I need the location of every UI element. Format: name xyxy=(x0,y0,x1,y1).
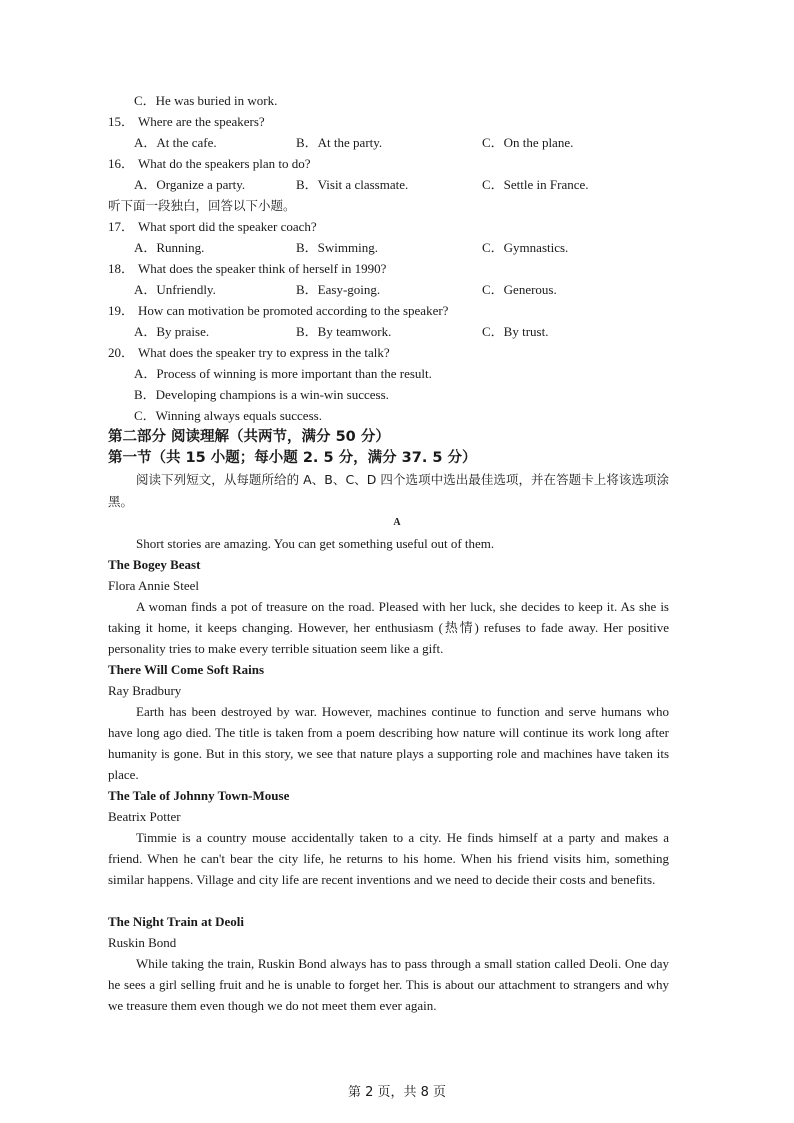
q16-options xyxy=(134,174,694,195)
story-text: While taking the train, Ruskin Bond always has to pass through a small station called Deoli. One day he sees a girl selling fruit and he is unable to forget her. This is about our attachment to strangers and why we treasure them even though we do not meet them ever again. xyxy=(108,956,669,1013)
q19-option-c: C．By trust. xyxy=(482,324,549,339)
q14-options xyxy=(134,90,694,111)
q17-text: What sport did the speaker coach? xyxy=(138,219,317,234)
q19-text: How can motivation be promoted according to the speaker? xyxy=(138,303,449,318)
q16-stem xyxy=(108,153,668,174)
passage-label: A xyxy=(393,517,401,528)
story-title: The Tale of Johnny Town-Mouse xyxy=(108,788,290,803)
q19-options xyxy=(134,321,694,342)
q20-number: 20． xyxy=(108,345,135,360)
q18-option-a: A．Unfriendly. xyxy=(134,282,216,297)
q15-number: 15． xyxy=(108,114,135,129)
q19-stem xyxy=(108,300,668,321)
q20-option-b-row xyxy=(134,384,694,405)
q19-option-a: A．By praise. xyxy=(134,324,210,339)
story-title: The Night Train at Deoli xyxy=(108,914,245,929)
part2-heading: 第二部分 阅读理解（共两节，满分 50 分） xyxy=(108,429,390,445)
q18-text: What does the speaker think of herself in 1990? xyxy=(138,261,387,276)
story-text: Earth has been destroyed by war. However, machines continue to function and serve humans who have long ago died. The title is taken from a poem describing how nature will continue its work long after humanity is gone. But in this story, we see that nature plays a supporting role and machines have taken its place. xyxy=(108,704,669,782)
reading-instruction: 阅读下列短文，从每题所给的 A、B、C、D 四个选项中选出最佳选项，并在答题卡上将该选项涂黑。 xyxy=(108,472,669,509)
q15-option-b: B．At the party. xyxy=(296,135,383,150)
story-author: Flora Annie Steel xyxy=(108,578,199,593)
q20-text: What does the speaker try to express in the talk? xyxy=(138,345,390,360)
q17-stem xyxy=(108,216,668,237)
story-author: Beatrix Potter xyxy=(108,809,181,824)
q20-option-a-row xyxy=(134,363,694,384)
story-author: Ruskin Bond xyxy=(108,935,177,950)
story-author: Ray Bradbury xyxy=(108,683,182,698)
section1-heading: 第一节（共 15 小题；每小题 2. 5 分，满分 37. 5 分） xyxy=(108,450,477,466)
monologue-instruction: 听下面一段独白，回答以下小题。 xyxy=(108,198,296,213)
story-title: The Bogey Beast xyxy=(108,557,201,572)
q17-options xyxy=(134,237,694,258)
q16-option-c: C．Settle in France. xyxy=(482,177,589,192)
q17-option-c: C．Gymnastics. xyxy=(482,240,569,255)
q20-option-a: A．Process of winning is more important than the result. xyxy=(134,366,432,381)
q20-option-c: C．Winning always equals success. xyxy=(134,408,322,423)
q19-option-b: B．By teamwork. xyxy=(296,324,392,339)
passage-intro: Short stories are amazing. You can get something useful out of them. xyxy=(136,536,495,551)
q16-option-a: A．Organize a party. xyxy=(134,177,246,192)
q16-text: What do the speakers plan to do? xyxy=(138,156,311,171)
q20-stem xyxy=(108,342,668,363)
q15-text: Where are the speakers? xyxy=(138,114,265,129)
q15-option-a: A．At the cafe. xyxy=(134,135,217,150)
q18-stem xyxy=(108,258,668,279)
q15-option-c: C．On the plane. xyxy=(482,135,574,150)
q17-option-a: A．Running. xyxy=(134,240,205,255)
q15-stem xyxy=(108,111,668,132)
q19-number: 19． xyxy=(108,303,135,318)
q18-options xyxy=(134,279,694,300)
q18-number: 18． xyxy=(108,261,135,276)
q17-number: 17． xyxy=(108,219,135,234)
q15-options xyxy=(134,132,694,153)
story-text: Timmie is a country mouse accidentally taken to a city. He finds himself at a party and makes a friend. When he can't bear the city life, he returns to his home. When his friend visits him, something similar happens. Village and city life are recent inventions and we need to decide their costs and benefits. xyxy=(108,830,669,887)
q20-option-b: B．Developing champions is a win-win success. xyxy=(134,387,389,402)
page-footer: 第 2 页，共 8 页 xyxy=(347,1085,447,1100)
q18-option-c: C．Generous. xyxy=(482,282,557,297)
q17-option-b: B．Swimming. xyxy=(296,240,378,255)
q16-number: 16． xyxy=(108,156,135,171)
q14-option-c: C．He was buried in work. xyxy=(134,93,278,108)
q20-option-c-row xyxy=(134,405,694,426)
story-title: There Will Come Soft Rains xyxy=(108,662,265,677)
q18-option-b: B．Easy-going. xyxy=(296,282,381,297)
story-text: A woman finds a pot of treasure on the road. Pleased with her luck, she decides to keep it. As she is taking it home, it keeps changing. However, her enthusiasm (热情) refuses to fade away. Her positive personality tries to make every terrible situation seem like a gift. xyxy=(108,599,669,656)
q16-option-b: B．Visit a classmate. xyxy=(296,177,409,192)
